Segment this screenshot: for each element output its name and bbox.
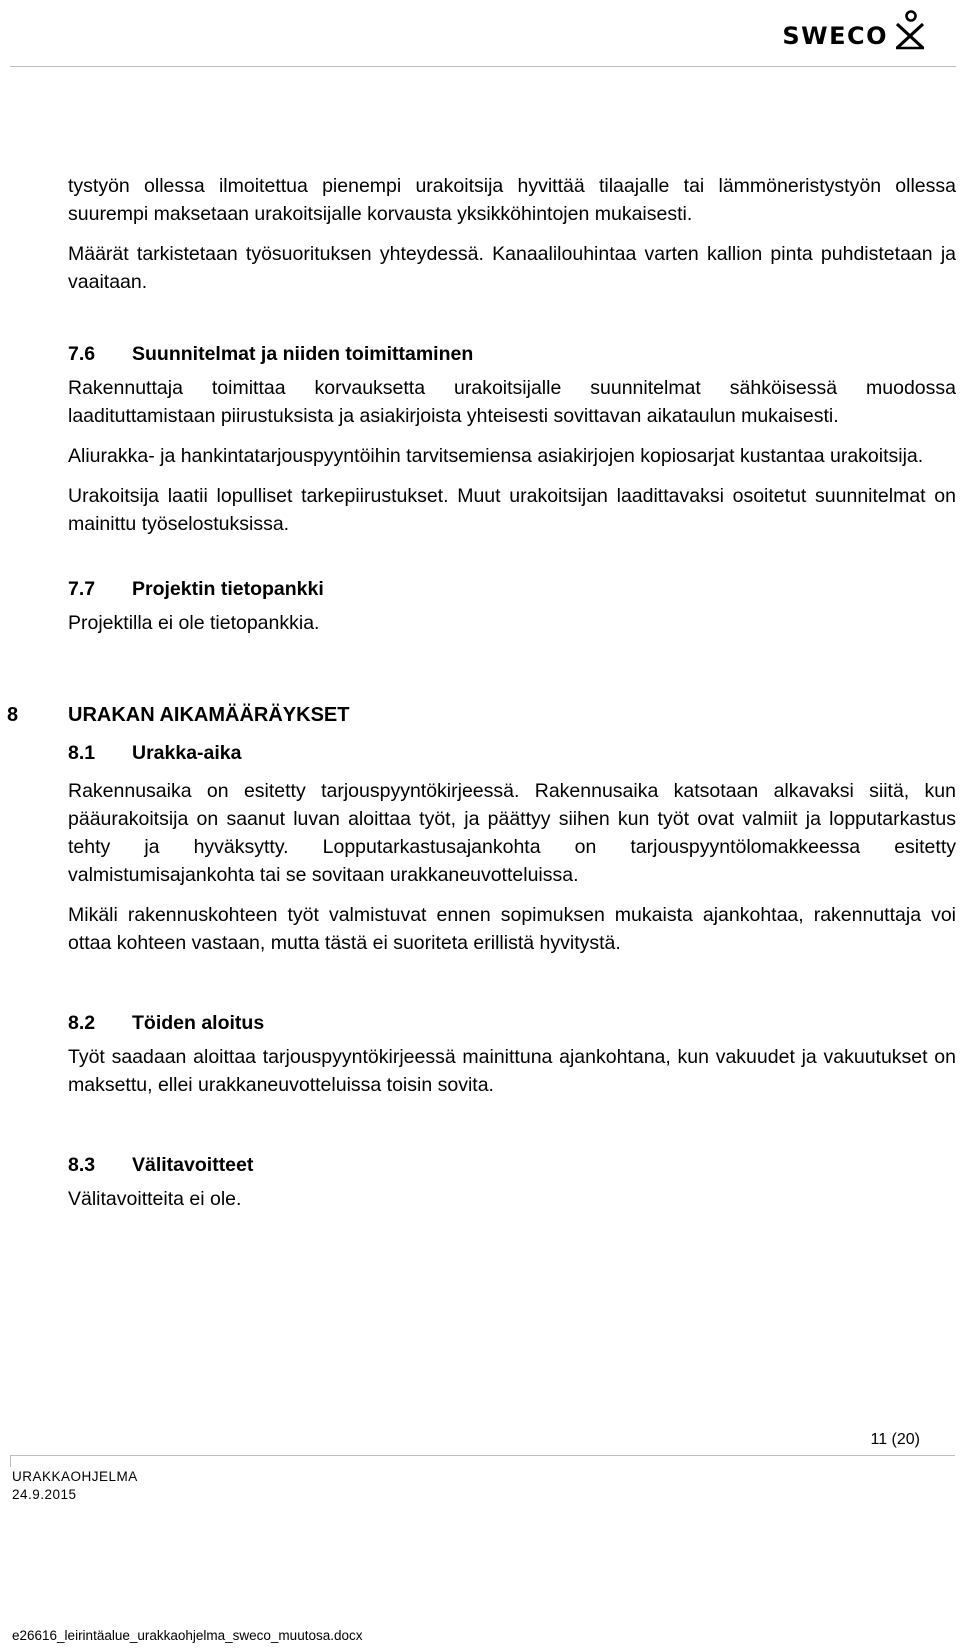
heading-title: Suunnitelmat ja niiden toimittaminen: [132, 343, 474, 365]
footer-document-info: [12, 1468, 138, 1504]
footer-date: 24.9.2015: [12, 1487, 77, 1502]
heading-title: Projektin tietopankki: [132, 578, 324, 600]
header-divider: [10, 66, 956, 67]
heading-7-7: [68, 575, 956, 603]
footer-divider: [10, 1455, 955, 1456]
paragraph: Projektilla ei ole tietopankkia.: [68, 612, 320, 634]
heading-number: 7.7: [68, 578, 96, 600]
heading-title: Töiden aloitus: [132, 1012, 265, 1034]
heading-8-3: [68, 1151, 956, 1179]
paragraph: Välitavoitteita ei ole.: [68, 1188, 242, 1210]
heading-title: Urakka-aika: [132, 742, 242, 764]
logo-wordmark: SWECO: [782, 22, 888, 50]
heading-title: URAKAN AIKAMÄÄRÄYKSET: [68, 704, 350, 726]
footer-filename: e26616_leirintäalue_urakkaohjelma_sweco_muutosa.docx: [12, 1628, 363, 1643]
paragraph: Määrät tarkistetaan työsuorituksen yhteydessä. Kanaalilouhintaa varten kallion pinta puhdistetaan ja vaaitaan.: [68, 243, 956, 293]
paragraph: Aliurakka- ja hankintatarjouspyyntöihin tarvitsemiensa asiakirjojen kopiosarjat kustantaa urakoitsija.: [68, 445, 924, 467]
paragraph: Työt saadaan aloittaa tarjouspyyntökirjeessä mainittuna ajankohtana, kun vakuudet ja vakuutukset on maksettu, ellei urakkaneuvotteluissa toisin sovita.: [68, 1046, 956, 1096]
sweco-mark-icon: [892, 10, 926, 50]
heading-number: 8.3: [68, 1154, 96, 1176]
paragraph: Urakoitsija laatii lopulliset tarkepiirustukset. Muut urakoitsijan laadittavaksi osoitetut suunnitelmat on mainittu työselostuksissa.: [68, 485, 956, 535]
paragraph: Rakennusaika on esitetty tarjouspyyntökirjeessä. Rakennusaika katsotaan alkavaksi siitä, kun pääurakoitsija on saanut luvan aloittaa työt, ja päättyy siihen kun työt ovat valmiit ja lopputarkastus tehty ja hyväksytty. Lopputarkastusajankohta on tarjouspyyntölomakkeessa esitetty valmistumisajankohta tai se sovitaan urakkaneuvotteluissa.: [68, 780, 956, 886]
footer-divider-tick: [10, 1455, 11, 1467]
heading-7-6: [68, 340, 956, 368]
paragraph: tystyön ollessa ilmoitettua pienempi urakoitsija hyvittää tilaajalle tai lämmöneristystyön ollessa suurempi maksetaan urakoitsijalle korvausta yksikköhintojen mukaisesti.: [68, 175, 956, 225]
heading-title: Välitavoitteet: [132, 1154, 254, 1176]
document-body: [7, 172, 956, 1213]
heading-number: 8.2: [68, 1012, 96, 1034]
heading-number: 7.6: [68, 343, 96, 365]
heading-8-2: [68, 1009, 956, 1037]
footer-doc-title: URAKKAOHJELMA: [12, 1469, 138, 1484]
heading-8-1: [68, 739, 956, 767]
paragraph: Rakennuttaja toimittaa korvauksetta urakoitsijalle suunnitelmat sähköisessä muodossa laadituttamistaan piirustuksista ja asiakirjoista yhteisesti sovittavan aikataulun mukaisesti.: [68, 377, 956, 427]
heading-number: 8.1: [68, 742, 96, 764]
heading-number: 8: [7, 704, 19, 726]
sweco-logo: [782, 10, 926, 50]
heading-8: [7, 701, 956, 729]
page-number: 11 (20): [870, 1431, 920, 1448]
paragraph: Mikäli rakennuskohteen työt valmistuvat ennen sopimuksen mukaista ajankohtaa, rakennuttaja voi ottaa kohteen vastaan, mutta tästä ei suoriteta erillistä hyvitystä.: [68, 904, 956, 954]
